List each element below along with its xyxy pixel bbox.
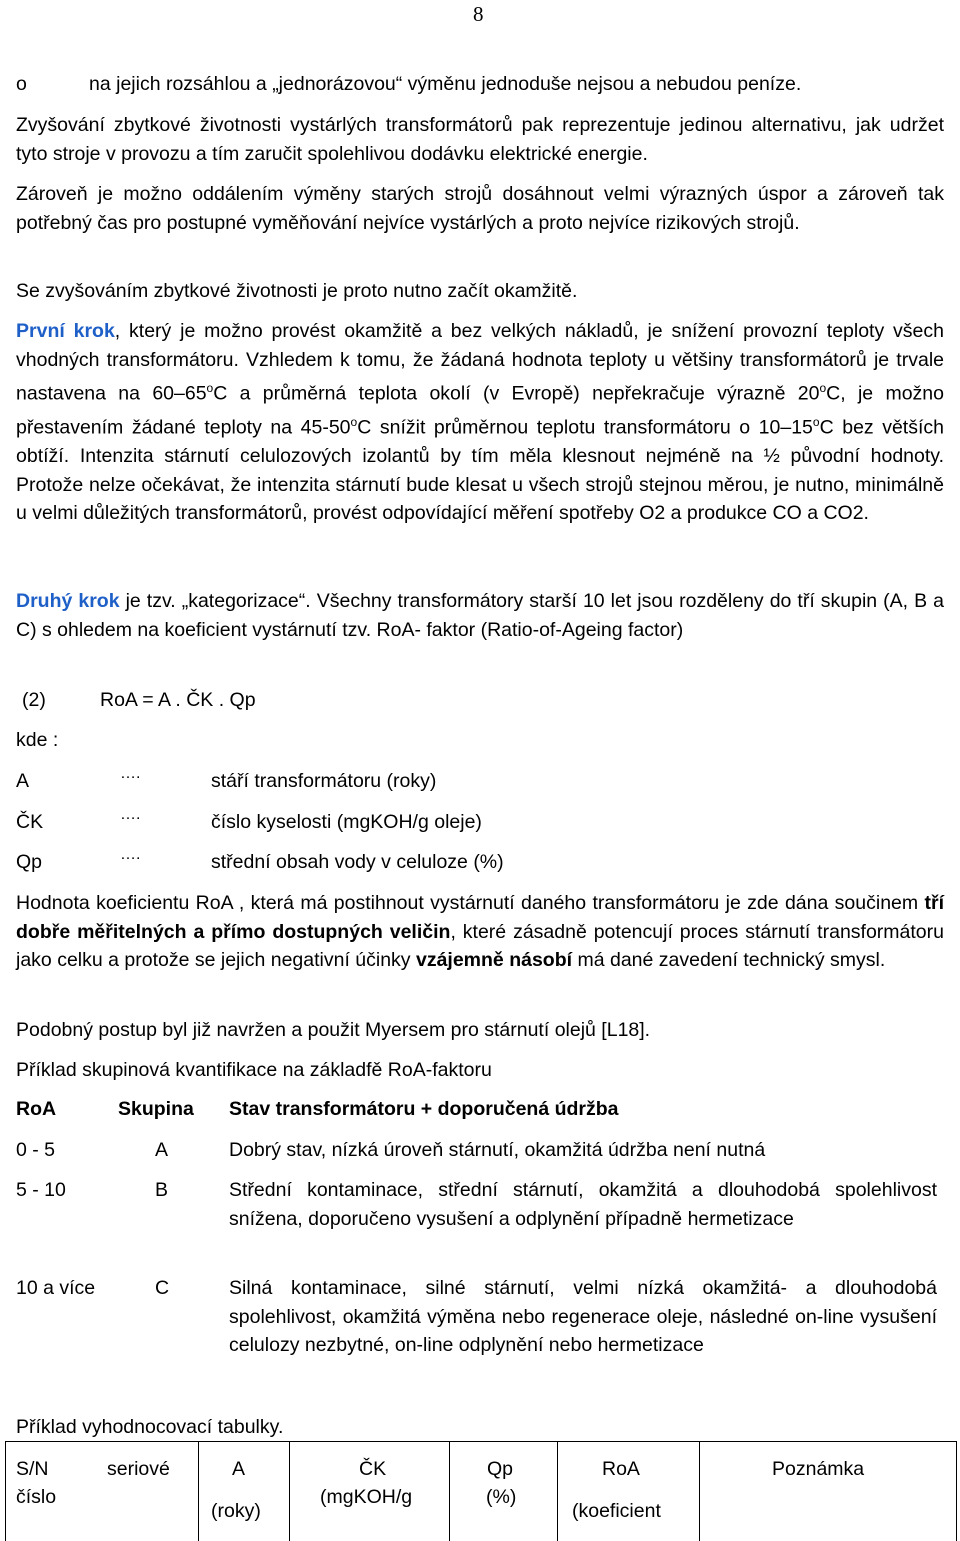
roa-bold-1: tří dobře měřitelných a přímo dostupných veličin [16, 892, 944, 943]
eval-header-number: číslo [16, 1486, 57, 1508]
degree-sup: o [350, 415, 358, 429]
definition-dots [120, 808, 140, 838]
group-row-group: B [155, 1179, 169, 1201]
group-table-header-group: Skupina [118, 1098, 194, 1120]
paragraph-3: Se zvyšováním zbytkové životnosti je proto nutno začít okamžitě. [16, 280, 578, 302]
first-step-text-1: , který je možno provést okamžitě a bez velkých nákladů, je snížení provozní teploty všech vhodných transformátoru. Vzhledem k tomu, že žádaná hodnota teploty u většiny transformátorů je trvale nastavena na 60–65 [16, 320, 944, 405]
paragraph-1: Zvyšování zbytkové životnosti vystárlých transformátorů pak reprezentuje jedinou alternativu, jak udržet tyto stroje v provozu a tím zaručit spolehlivou dodávku elektrické energie. [16, 114, 944, 165]
group-row-group: C [155, 1277, 170, 1299]
group-row-roa: 0 - 5 [16, 1139, 56, 1161]
definition-description: střední obsah vody v celuloze (%) [211, 851, 504, 873]
dots: …. [120, 765, 141, 782]
dots: …. [120, 806, 141, 823]
table-divider [449, 1442, 450, 1541]
eval-header-a: A [232, 1458, 246, 1480]
definition-description: stáří transformátoru (roky) [211, 770, 437, 792]
roa-text-3: má dané zavedení technický smysl. [572, 949, 886, 971]
group-table-header-state: Stav transformátoru + doporučená údržba [229, 1098, 619, 1120]
roa-bold-2: vzájemně násobí [415, 949, 573, 971]
eval-header-ck-unit: (mgKOH/g [320, 1486, 413, 1508]
second-step-text: je tzv. „kategorizace“. Všechny transformátory starší 10 let jsou rozděleny do tří skupin (A, B a C) s ohledem na koeficient vystárnutí tzv. RoA- faktor (Ratio-of-Ageing factor) [16, 590, 944, 641]
table-divider [699, 1442, 700, 1541]
roa-text-1: Hodnota koeficientu RoA , která má postihnout vystárnutí daného transformátoru je zde dána součinem [16, 892, 925, 914]
eval-header-ck: ČK [359, 1458, 387, 1480]
first-step-text-2: C a průměrná teplota okolí (v Evropě) nepřekračuje výrazně 20 [213, 382, 820, 405]
table-divider [557, 1442, 558, 1541]
group-row-desc: Střední kontaminace, střední stárnutí, okamžitá a dlouhodobá spolehlivost snížena, doporučeno vysušení a odplynění případně hermetizace [229, 1179, 937, 1230]
eval-header-roa-unit: (koeficient [572, 1500, 661, 1522]
eval-header-qp: Qp [487, 1458, 514, 1480]
first-step-heading: První krok [16, 320, 115, 342]
paragraph-second-step [16, 587, 944, 644]
definition-symbol: Qp [16, 851, 43, 873]
definition-symbol: ČK [16, 811, 44, 833]
group-row-roa: 5 - 10 [16, 1179, 66, 1201]
group-row-roa: 10 a více [16, 1277, 96, 1299]
group-row-desc: Dobrý stav, nízká úroveň stárnutí, okamžitá údržba není nutná [229, 1139, 766, 1161]
eval-header-a-unit: (roky) [211, 1500, 261, 1522]
second-step-heading: Druhý krok [16, 590, 120, 612]
table-divider [198, 1442, 199, 1541]
definition-dots [120, 767, 140, 797]
paragraph-example-heading: Příklad skupinová kvantifikace na základfě RoA-faktoru [16, 1059, 492, 1081]
bullet-marker: o [16, 73, 27, 95]
group-row-desc: Silná kontaminace, silné stárnutí, velmi nízká okamžitá- a dlouhodobá spolehlivost, okamžitá výměna nebo regenerace oleje, následné on-line vysušení celulozy nezbytné, on-line odplynění nebo hermetizace [229, 1277, 937, 1356]
definition-symbol: A [16, 770, 30, 792]
definition-description: číslo kyselosti (mgKOH/g oleje) [211, 811, 482, 833]
first-step-text-4: C snížit průměrnou teplotu transformátoru o 10–15 [357, 416, 813, 439]
bullet-text: na jejich rozsáhlou a „jednorázovou“ výměnu jednoduše nejsou a nebudou peníze. [89, 73, 802, 95]
eval-header-note: Poznámka [772, 1458, 865, 1480]
paragraph-2: Zároveň je možno oddálením výměny starých strojů dosáhnout velmi výrazných úspor a zároveň tak potřebný čas pro postupné vyměňování nejvíce vystárlých a proto nejvíce rizikových strojů. [16, 183, 944, 234]
eval-header-serial: seriové [107, 1458, 170, 1480]
paragraph-first-step [16, 317, 944, 528]
degree-sup: o [206, 381, 214, 395]
roa-text-2: , které zásadně potencují proces stárnutí transformátoru jako celku a protože se jejich negativní účinky [16, 920, 944, 971]
dots: …. [120, 846, 141, 863]
eval-header-sn: S/N [16, 1458, 49, 1480]
degree-sup: o [812, 415, 820, 429]
formula-expression: RoA = A . ČK . Qp [100, 689, 256, 711]
first-step-text-3: C, je možno přestavením žádané teploty na 45-50 [16, 382, 944, 439]
paragraph-roa-explanation [16, 889, 944, 975]
eval-header-roa: RoA [602, 1458, 640, 1480]
definition-dots [120, 848, 140, 878]
paragraph-myers: Podobný postup byl již navržen a použit Myersem pro stárnutí olejů [L18]. [16, 1019, 651, 1041]
kde-label: kde : [16, 729, 59, 751]
formula-number: (2) [22, 689, 46, 711]
eval-header-qp-unit: (%) [486, 1486, 517, 1508]
first-step-text-5: C bez větších obtíží. Intenzita stárnutí celulozových izolantů by tím měla klesnout nejméně na ½ původní hodnoty. Protože nelze očekávat, že intenzita stárnutí bude klesat u všech strojů stejnou měrou, je nutno, minimálně u velmi důležitých transformátorů, provést odpovídající měření spotřeby O2 a produkce CO a CO2. [16, 416, 944, 524]
page-number: 8 [473, 2, 484, 26]
evaluation-table [5, 1441, 957, 1541]
group-table-header-roa: RoA [16, 1098, 57, 1120]
group-row-group: A [155, 1139, 169, 1161]
degree-sup: o [819, 381, 827, 395]
paragraph-eval-heading: Příklad vyhodnocovací tabulky. [16, 1416, 284, 1438]
table-divider [289, 1442, 290, 1541]
